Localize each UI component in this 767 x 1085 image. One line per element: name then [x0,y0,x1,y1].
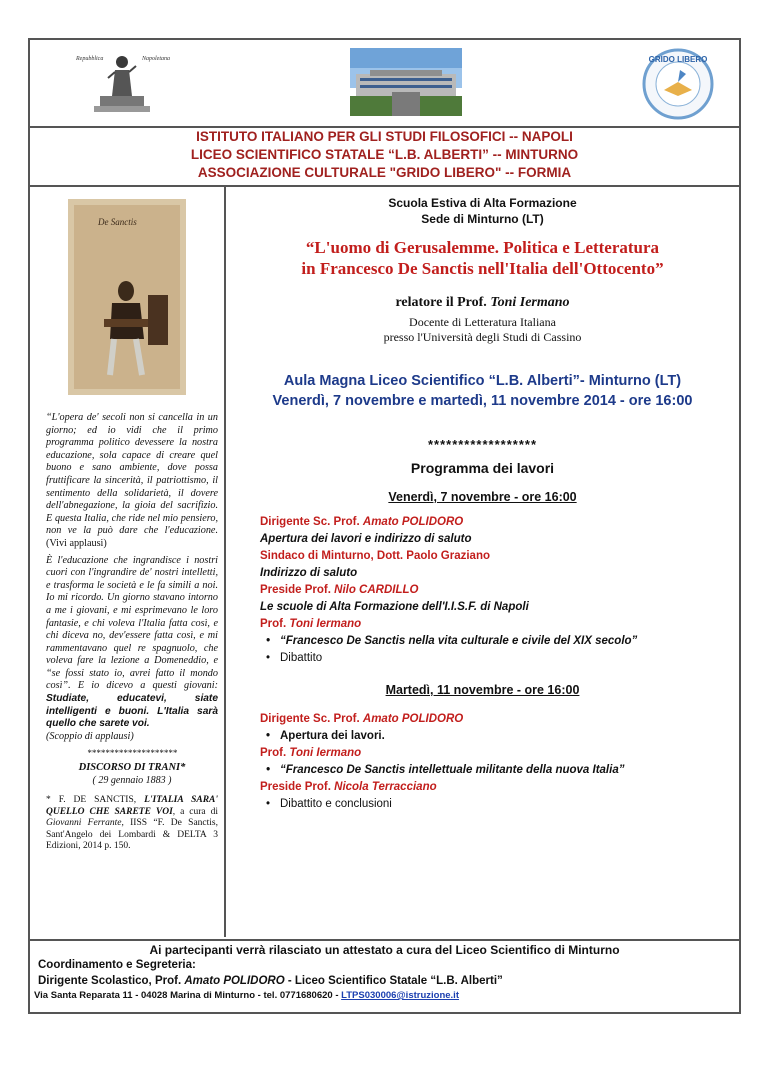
stars-divider: ****************** [427,437,538,452]
program-bullet: • “Francesco De Sanctis nella vita culturale e civile del XIX secolo” [260,633,739,650]
coordination-label: Coordinamento e Segreteria: [38,959,196,971]
address-line: Via Santa Reparata 11 - 04028 Marina di Minturno - tel. 0771680620 - LTPS030006@istruzione.it [34,990,459,1001]
program-item: Prof. Toni Iermano [260,618,362,630]
program-item: Dirigente Sc. Prof. Amato POLIDORO [260,516,464,528]
program-item: Indirizzo di saluto [260,567,358,579]
day1-heading: Venerdì, 7 novembre - ore 16:00 [388,490,577,504]
school-building-image [350,48,462,116]
quote-emphasis: Studiate, educatevi, siate intelligenti e buoni. L'Italia sarà quello che sarete voi. [46,693,218,730]
svg-text:GRIDO LIBERO: GRIDO LIBERO [648,55,708,64]
discorso-title: DISCORSO DI TRANI* [78,762,186,774]
attestato-note: Ai partecipanti verrà rilasciato un attestato a cura del Liceo Scientifico di Minturno [149,943,620,957]
day2-program [226,711,739,813]
day1-program [226,514,739,667]
svg-text:Repubblica: Repubblica [76,56,104,62]
main-column [226,187,739,937]
venue-info: Aula Magna Liceo Scientifico “L.B. Alberti”- Minturno (LT) Venerdì, 7 novembre e martedì, 11 novembre 2014 - ore 16:00 [272,373,693,409]
quote-paragraph: “L'opera de' secoli non si cancella in un giorno; ed io vidi che il primo programma politico devessere la nostra educazione, sola capace di creare quel buono e sano ambiente, dove possa fruttificare la sincerità, il patriottismo, il sentimento della solidarietà, il dovere dell'abnegazione, la gioia del sacrifizio. E questa Italia, che ride nel mio pensiero, non ve la può dare che l'educazione. (Vivi applausi) [46,412,218,549]
poster-frame [28,38,741,1014]
institution-line: LICEO SCIENTIFICO STATALE “L.B. ALBERTI” -- MINTURNO [190,147,579,162]
school-info: Scuola Estiva di Alta Formazione Sede di Minturno (LT) [388,196,577,226]
quote-paragraph: È l'educazione che ingrandisce i nostri cuori con l'ingrandire de' nostri intelletti, e trasforma le società e le fa simili a noi. Io mi ricordo. Un giorno stavano intorno a me i giovani, e mi esprimevano le loro fantasie, e chi voleva l'Italia fatta così, e chi diceva no, dev'essere fatta così, e mi rammentavano quel re spagnuolo, che voleva fare la lezione a Domeneddio, e “se fossi stato io, avrei fatto il mondo così”. E io dicevo a questi giovani: Studiate, educatevi, siate intelligenti e buoni. L'Italia sarà quello che sarete voi. (Scoppio di applausi) [46,554,218,742]
program-item: Apertura dei lavori e indirizzo di saluto [260,533,472,545]
logo-header [30,40,739,128]
program-item: Dirigente Sc. Prof. Amato POLIDORO [260,713,464,725]
discorso-date: ( 29 gennaio 1883 ) [92,774,172,786]
stars-divider: ******************** [87,748,177,759]
program-bullet: • “Francesco De Sanctis intellettuale militante della nuova Italia” [260,762,739,779]
institution-line: ASSOCIAZIONE CULTURALE "GRIDO LIBERO" -- FORMIA [197,165,572,180]
program-bullet: • Dibattito e conclusioni [260,796,739,813]
program-item: Sindaco di Minturno, Dott. Paolo Graziano [260,550,490,562]
svg-text:De Sanctis: De Sanctis [98,217,137,227]
left-column [30,187,226,937]
grido-libero-logo [642,48,714,120]
program-heading: Programma dei lavori [410,460,555,476]
svg-text:Napoletana: Napoletana [142,56,170,62]
speaker-affiliation: Docente di Letteratura Italiana presso l'Università degli Studi di Cassino [383,315,582,344]
institution-line: ISTITUTO ITALIANO PER GLI STUDI FILOSOFICI -- NAPOLI [196,129,573,144]
de-sanctis-quote [46,412,218,853]
speaker-line: relatore il Prof. Toni Iermano [395,295,570,310]
email-link[interactable]: LTPS030006@istruzione.it [341,990,459,1001]
director-line: Dirigente Scolastico, Prof. Amato POLIDORO - Liceo Scientifico Statale “L.B. Alberti” [38,975,503,987]
program-item: Preside Prof. Nicola Terracciano [260,781,437,793]
program-bullet: • Apertura dei lavori. [260,728,739,745]
institutions-block [30,128,739,187]
footer [30,939,739,1016]
source-note: * F. DE SANCTIS, L'ITALIA SARA' QUELLO CHE SARETE VOI, a cura di Giovanni Ferrante, IISS “F. De Sanctis, Sant'Angelo dei Lombardi & DELTA 3 Edizioni, 2014 p. 150. [46,795,219,852]
event-title: “L'uomo di Gerusalemme. Politica e Letteratura in Francesco De Sanctis nell'Italia dell'Ottocento” [301,238,664,278]
program-item: Le scuole di Alta Formazione dell'I.I.S.F. di Napoli [260,601,529,613]
repubblica-seal-image [70,48,175,116]
program-item: Preside Prof. Nilo CARDILLO [260,584,419,596]
program-bullet: • Dibattito [260,650,739,667]
day2-heading: Martedì, 11 novembre - ore 16:00 [385,683,580,697]
de-sanctis-portrait-photo [68,199,186,395]
program-item: Prof. Toni Iermano [260,747,362,759]
